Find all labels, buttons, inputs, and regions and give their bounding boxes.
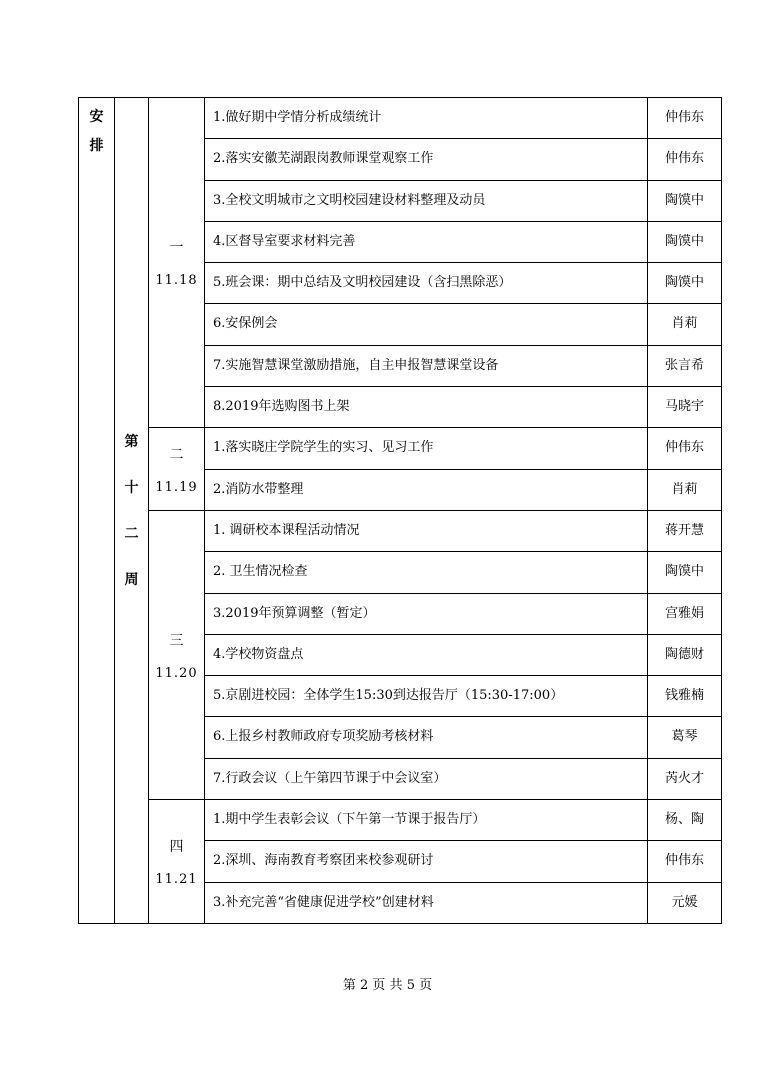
- person-name: 陶馍中: [664, 192, 704, 208]
- person-cell: [648, 263, 722, 304]
- week-label-char: 第: [124, 434, 139, 451]
- person-name: 蒋开慧: [664, 522, 704, 538]
- section-label-char: 排: [89, 138, 104, 154]
- day-date: 11.21: [155, 871, 198, 887]
- person-name: 葛琴: [671, 729, 698, 745]
- person-name: 钱雅楠: [664, 688, 704, 704]
- task-text: 1.期中学生表彰会议（下午第一节课于报告厅）: [213, 812, 486, 828]
- person-name: 马晓宇: [664, 399, 704, 415]
- task-text: 1.落实晓庄学院学生的实习、见习工作: [213, 440, 434, 456]
- person-name: 仲伟东: [664, 110, 704, 125]
- task-text: 1.做好期中学情分析成绩统计: [213, 110, 382, 125]
- task-text: 3.全校文明城市之文明校园建设材料整理及动员: [213, 192, 486, 208]
- person-cell: [648, 758, 722, 799]
- task-text: 2. 卫生情况检查: [213, 564, 308, 580]
- person-cell: [648, 180, 722, 221]
- person-cell: [648, 139, 722, 180]
- task-cell: [205, 800, 648, 841]
- person-name: 肖莉: [671, 481, 698, 497]
- task-text: 2.消防水带整理: [213, 481, 304, 497]
- task-text: 3.补充完善“省健康促进学校”创建材料: [213, 894, 434, 910]
- person-name: 肖莉: [671, 316, 698, 332]
- day-name: 一: [169, 240, 184, 257]
- person-cell: [648, 841, 722, 882]
- person-cell: [648, 552, 722, 593]
- table-row: [79, 800, 722, 841]
- person-cell: [648, 676, 722, 717]
- task-text: 6.上报乡村教师政府专项奖励考核材料: [213, 729, 434, 745]
- task-cell: [205, 882, 648, 923]
- day-cell: [149, 98, 205, 428]
- task-cell: [205, 98, 648, 139]
- task-cell: [205, 841, 648, 882]
- task-text: 3.2019年预算调整（暂定）: [213, 605, 376, 621]
- person-cell: [648, 387, 722, 428]
- task-text: 4.区督导室要求材料完善: [213, 233, 356, 249]
- day-name: 三: [169, 632, 184, 649]
- day-name: 四: [169, 838, 184, 855]
- table-row: [79, 510, 722, 551]
- person-name: 元媛: [671, 894, 698, 910]
- task-cell: [205, 345, 648, 386]
- person-cell: [648, 593, 722, 634]
- task-cell: [205, 552, 648, 593]
- person-name: 芮火才: [664, 770, 704, 786]
- person-cell: [648, 98, 722, 139]
- page-footer: 第 2 页 共 5 页: [342, 978, 433, 993]
- task-cell: [205, 428, 648, 469]
- task-cell: [205, 634, 648, 675]
- task-text: 1. 调研校本课程活动情况: [213, 522, 360, 538]
- person-name: 仲伟东: [664, 440, 704, 456]
- section-label-cell: [79, 98, 115, 924]
- person-cell: [648, 800, 722, 841]
- task-cell: [205, 387, 648, 428]
- person-name: 张言希: [664, 357, 704, 373]
- person-name: 陶德财: [664, 646, 704, 662]
- week-label-char: 二: [124, 526, 139, 543]
- task-text: 5.京剧进校园：全体学生15:30到达报告厅（15:30-17:00）: [213, 688, 564, 704]
- task-text: 8.2019年选购图书上架: [213, 399, 350, 415]
- person-name: 仲伟东: [664, 853, 704, 869]
- table-row: [79, 98, 722, 139]
- task-cell: [205, 263, 648, 304]
- person-name: 陶馍中: [664, 564, 704, 580]
- day-cell: [149, 800, 205, 924]
- person-name: 杨、陶: [664, 812, 704, 828]
- task-cell: [205, 510, 648, 551]
- person-name: 陶馍中: [664, 275, 704, 291]
- task-cell: [205, 221, 648, 262]
- schedule-table: [78, 97, 722, 924]
- person-cell: [648, 469, 722, 510]
- task-text: 2.深圳、海南教育考察团来校参观研讨: [213, 853, 434, 869]
- task-text: 7.行政会议（上午第四节课于中会议室）: [213, 770, 447, 786]
- task-cell: [205, 469, 648, 510]
- day-name: 二: [169, 446, 184, 463]
- week-label-char: 十: [124, 480, 139, 497]
- task-cell: [205, 304, 648, 345]
- person-cell: [648, 717, 722, 758]
- day-date: 11.19: [155, 479, 198, 495]
- task-cell: [205, 593, 648, 634]
- table-row: [79, 428, 722, 469]
- task-cell: [205, 717, 648, 758]
- day-cell: [149, 428, 205, 511]
- task-text: 5.班会课：期中总结及文明校园建设（含扫黑除恶）: [213, 275, 512, 291]
- task-text: 4.学校物资盘点: [213, 646, 304, 662]
- person-name: 宫雅娟: [664, 605, 704, 621]
- day-cell: [149, 510, 205, 799]
- person-name: 仲伟东: [664, 151, 704, 167]
- person-cell: [648, 510, 722, 551]
- week-label-char: 周: [124, 572, 139, 589]
- task-cell: [205, 676, 648, 717]
- task-text: 7.实施智慧课堂激励措施，自主申报智慧课堂设备: [213, 357, 499, 373]
- person-cell: [648, 428, 722, 469]
- person-cell: [648, 882, 722, 923]
- person-name: 陶馍中: [664, 233, 704, 249]
- task-cell: [205, 758, 648, 799]
- person-cell: [648, 345, 722, 386]
- person-cell: [648, 221, 722, 262]
- day-date: 11.20: [155, 665, 198, 681]
- task-cell: [205, 139, 648, 180]
- section-label-char: 安: [89, 109, 104, 125]
- person-cell: [648, 634, 722, 675]
- task-text: 6.安保例会: [213, 316, 278, 332]
- task-cell: [205, 180, 648, 221]
- week-label-cell: [115, 98, 149, 924]
- day-date: 11.18: [155, 273, 198, 289]
- person-cell: [648, 304, 722, 345]
- task-text: 2.落实安徽芜湖跟岗教师课堂观察工作: [213, 151, 434, 167]
